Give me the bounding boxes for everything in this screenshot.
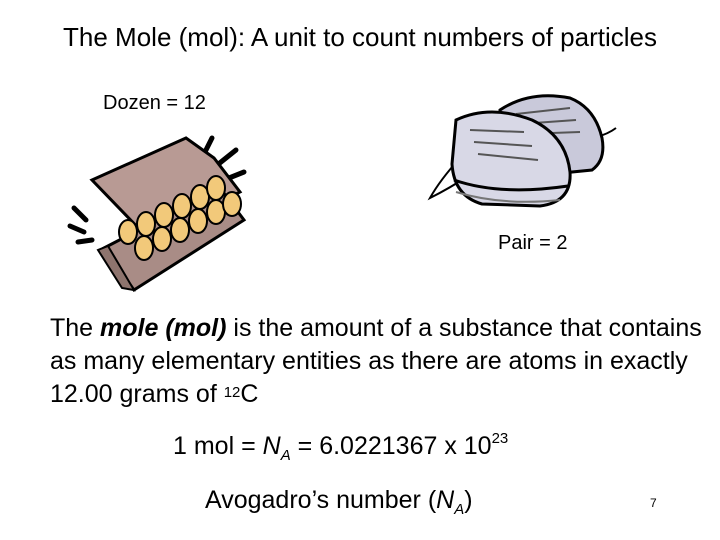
definition-term: mole (mol): [100, 314, 227, 342]
egg-carton-icon: [64, 128, 254, 298]
formula-exponent: 23: [491, 430, 509, 447]
pair-label: Pair = 2: [498, 232, 568, 254]
formula-value: = 6.0221367 x 10: [290, 432, 492, 460]
page-number: 7: [650, 496, 657, 510]
sneakers-icon: [420, 80, 620, 220]
mole-formula: [173, 430, 509, 464]
avogadro-subscript: A: [454, 501, 465, 518]
formula-symbol: N: [262, 432, 281, 460]
slide-title: The Mole (mol): A unit to count numbers of particles: [63, 22, 657, 52]
formula-subscript: A: [280, 447, 291, 464]
avogadro-text: Avogadro’s number (: [205, 486, 437, 514]
definition-body: is the amount of a substance that contains as many elementary entities as there are atoms in exactly 12.00 grams of: [50, 314, 702, 408]
avogadro-close: ): [464, 486, 473, 514]
mole-definition: [50, 312, 710, 411]
dozen-label: Dozen = 12: [103, 92, 206, 114]
avogadro-symbol: N: [436, 486, 455, 514]
avogadro-caption: [205, 486, 473, 518]
isotope-mass-number: 12: [223, 384, 241, 401]
formula-left: 1 mol =: [173, 432, 263, 460]
isotope-symbol: C: [240, 380, 259, 408]
definition-prefix: The: [50, 314, 101, 342]
